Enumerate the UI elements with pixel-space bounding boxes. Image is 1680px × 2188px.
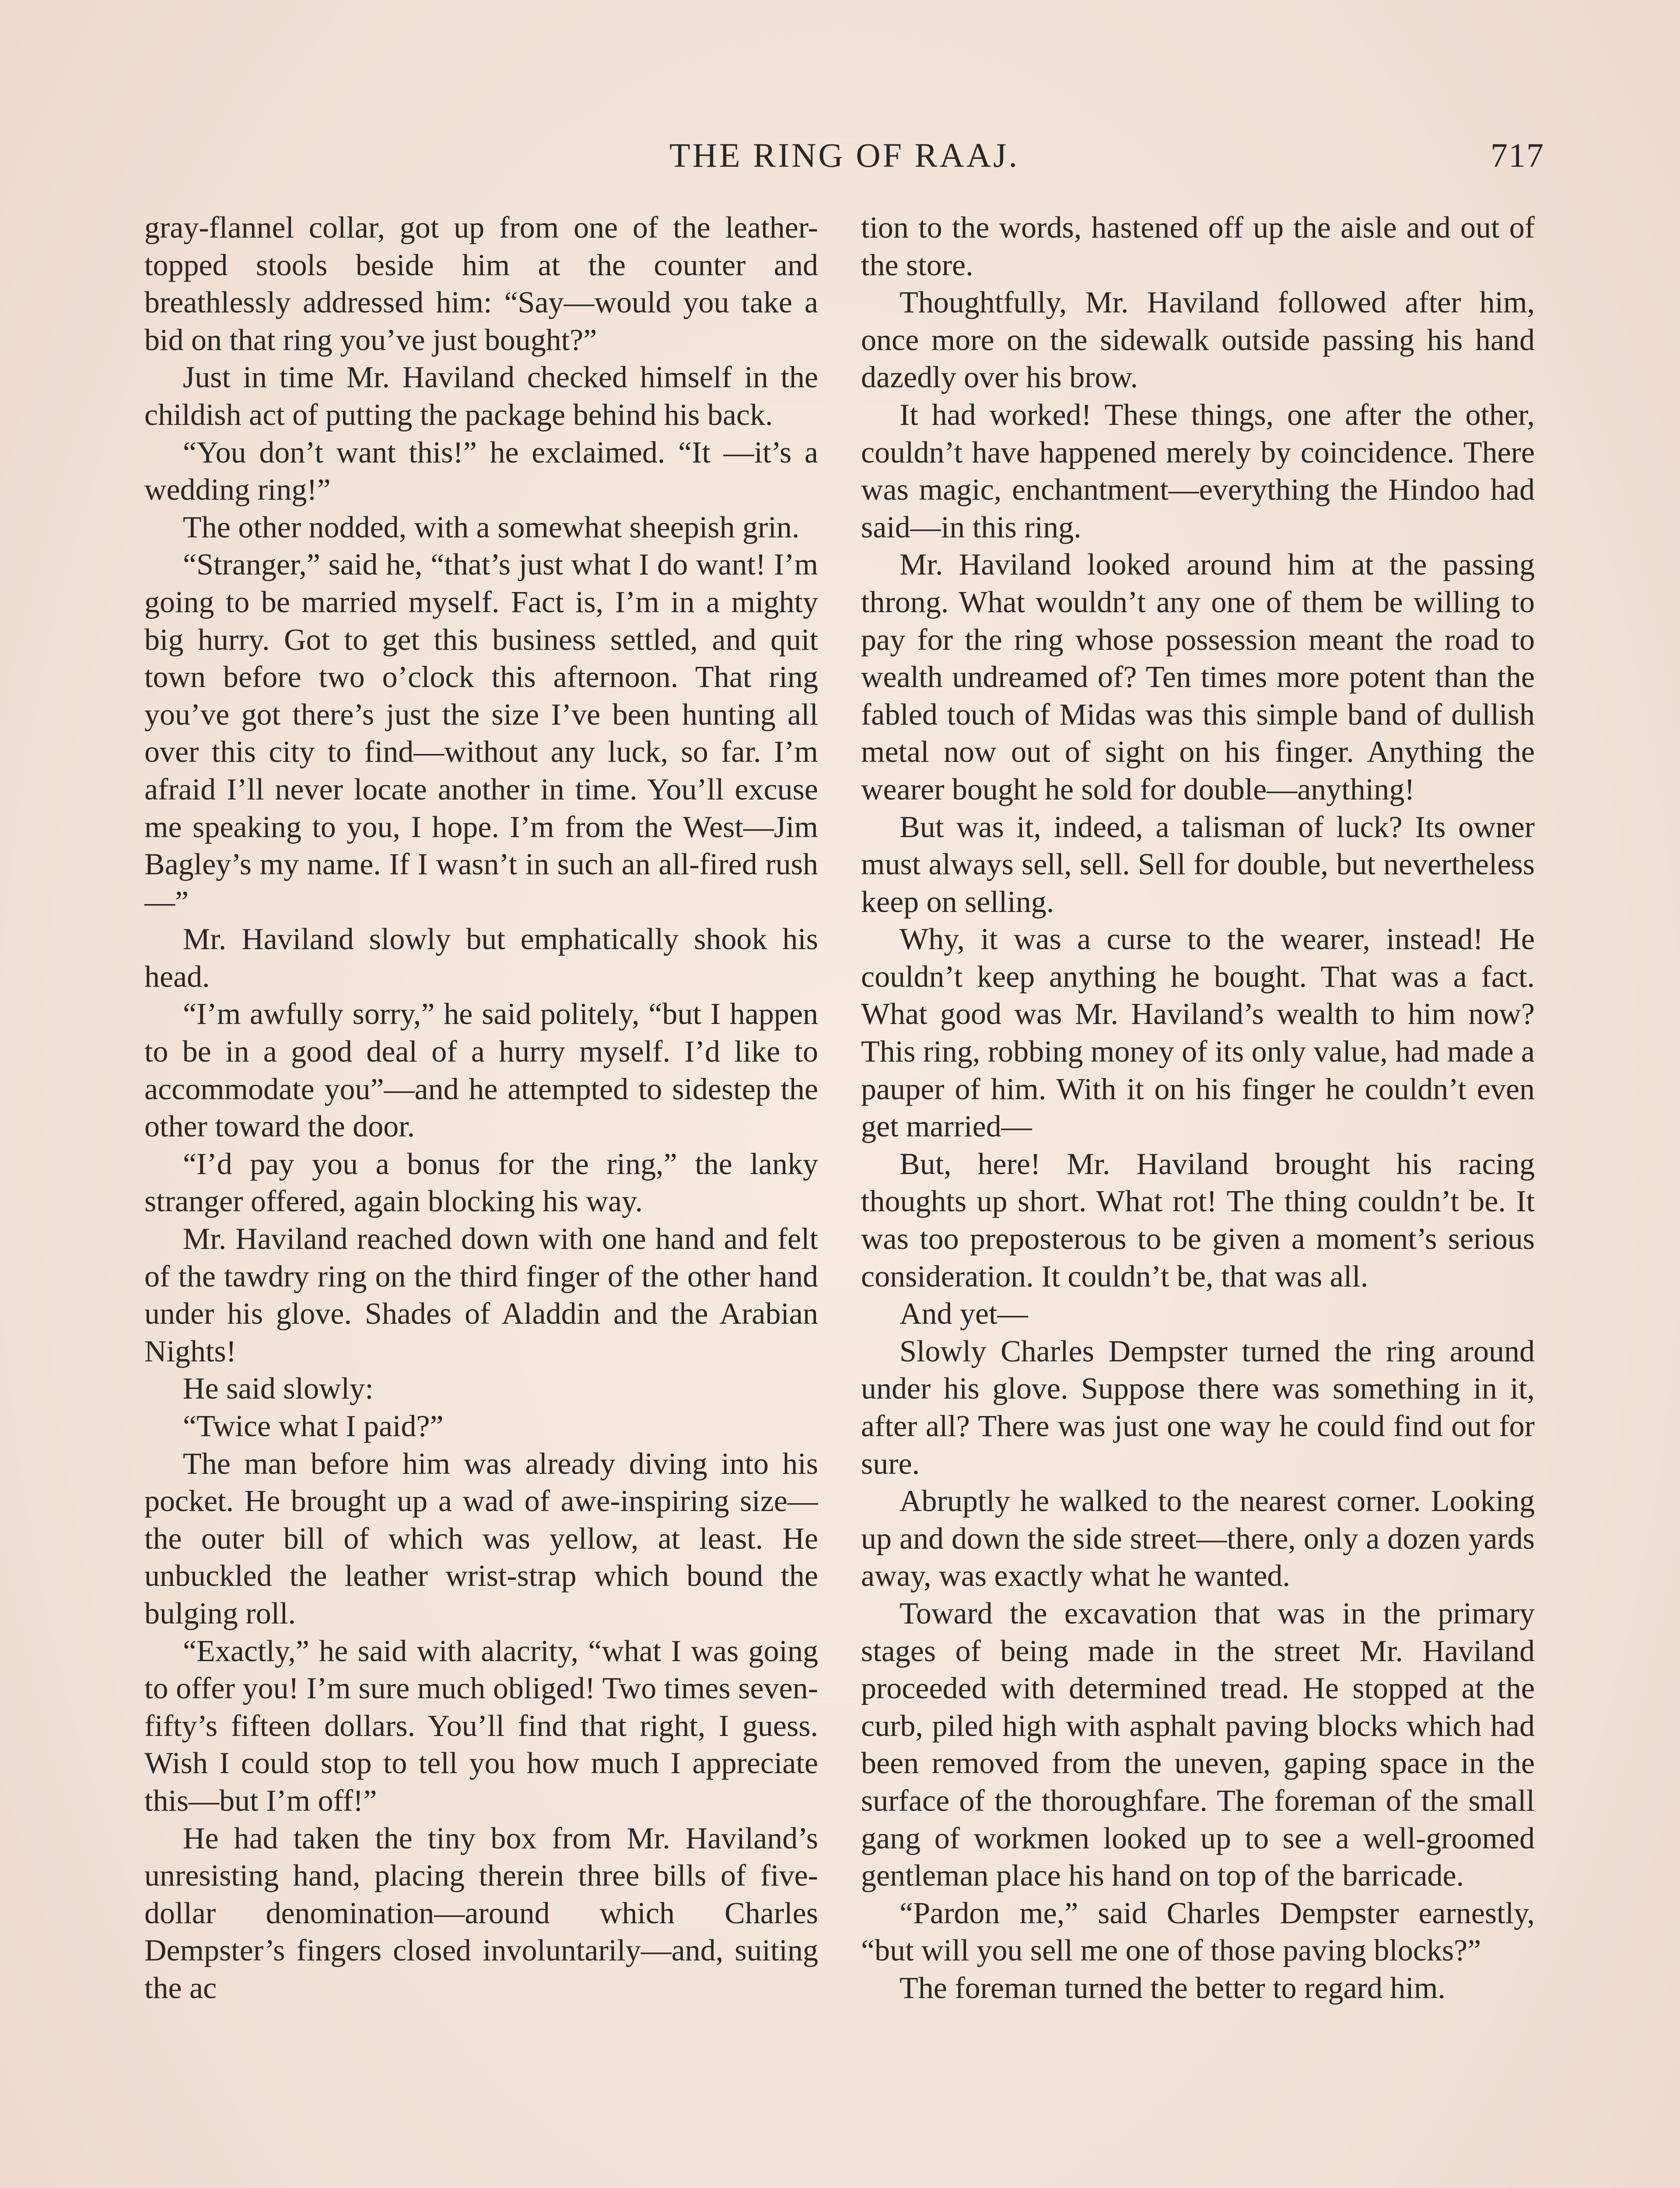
text-column-left [144, 209, 818, 2188]
paragraph: tion to the words, hastened off up the aisle and out of the store. [861, 211, 1535, 282]
paragraph: Slowly Charles Dempster turned the ring around under his glove. Suppose there was something in it, after all? There was just one way he could find out for sure. [861, 1334, 1535, 1481]
paragraph: “Exactly,” he said with alacrity, “what I was going to offer you! I’m sure much obliged! Two times seven-fifty’s fifteen dollars. You’ll find that right, I guess. Wish I could stop to tell you how much I appreciate this—but I’m off!” [144, 1634, 818, 1818]
paragraph: Mr. Haviland slowly but emphatically shook his head. [144, 922, 818, 994]
paragraph: Toward the excavation that was in the primary stages of being made in the street Mr. Haviland proceeded with determined tread. He stopped at the curb, piled high with asphalt paving blocks which had been removed from the uneven, gaping space in the surface of the thoroughfare. The foreman of the small gang of workmen looked up to see a well-groomed gentleman place his hand on top of the barricade. [861, 1596, 1535, 1893]
text-column-right [861, 209, 1535, 2188]
paragraph: “I’d pay you a bonus for the ring,” the lanky stranger offered, again blocking his way. [144, 1147, 818, 1219]
paragraph: The other nodded, with a somewhat sheepish grin. [183, 510, 800, 544]
paragraph: He said slowly: [183, 1372, 374, 1406]
paragraph: Why, it was a curse to the wearer, instead! He couldn’t keep anything he bought. That was a fact. What good was Mr. Haviland’s wealth to him now? This ring, robbing money of its only value, had made a pauper of him. With it on his finger he couldn’t even get married— [861, 922, 1535, 1144]
paragraph: But, here! Mr. Haviland brought his racing thoughts up short. What rot! The thing couldn’t be. It was too preposterous to be given a moment’s serious consideration. It couldn’t be, that was all. [861, 1147, 1535, 1294]
paragraph: It had worked! These things, one after the other, couldn’t have happened merely by coincidence. There was magic, enchantment—everything the Hindoo had said—in this ring. [861, 398, 1535, 544]
paragraph: Mr. Haviland looked around him at the passing throng. What wouldn’t any one of them be willing to pay for the ring whose possession meant the road to wealth undreamed of? Ten times more potent than the fabled touch of Midas was this simple band of dullish metal now out of sight on his finger. Anything the wearer bought he sold for double—anything! [861, 548, 1535, 806]
paragraph: “You don’t want this!” he exclaimed. “It —it’s a wedding ring!” [144, 435, 818, 507]
page-number: 717 [1491, 136, 1544, 174]
paragraph: gray-flannel collar, got up from one of the leather-topped stools beside him at the counter and breathlessly addressed him: “Say—would you take a bid on that ring you’ve just bought?” [144, 211, 818, 357]
paragraph: Thoughtfully, Mr. Haviland followed after him, once more on the sidewalk outside passing his hand dazedly over his brow. [861, 286, 1535, 395]
paragraph: Abruptly he walked to the nearest corner. Looking up and down the side street—there, only a dozen yards away, was exactly what he wanted. [861, 1484, 1535, 1593]
paragraph: He had taken the tiny box from Mr. Haviland’s unresisting hand, placing therein three bills of five-dollar denomination—around which Charles Dempster’s fingers closed involuntarily—and, suiting the ac [144, 1821, 818, 2005]
paragraph: “Twice what I paid?” [183, 1410, 444, 1443]
running-title: THE RING OF RAAJ. [669, 136, 1020, 174]
paragraph: And yet— [900, 1297, 1028, 1331]
paragraph: The man before him was already diving into his pocket. He brought up a wad of awe-inspiring size—the outer bill of which was yellow, at least. He unbuckled the leather wrist-strap which bound the bulging roll. [144, 1447, 818, 1630]
paragraph: Just in time Mr. Haviland checked himself in the childish act of putting the package behind his back. [144, 361, 818, 432]
paragraph: But was it, indeed, a talisman of luck? Its owner must always sell, sell. Sell for double, but nevertheless keep on selling. [861, 810, 1535, 919]
paragraph: Mr. Haviland reached down with one hand and felt of the tawdry ring on the third finger of the other hand under his glove. Shades of Aladdin and the Arabian Nights! [144, 1222, 818, 1368]
paragraph: “Stranger,” said he, “that’s just what I do want! I’m going to be married myself. Fact is, I’m in a mighty big hurry. Got to get this business settled, and quit town before two o’clock this afternoon. That ring you’ve got there’s just the size I’ve been hunting all over this city to find—without any luck, so far. I’m afraid I’ll never locate another in time. You’ll excuse me speaking to you, I hope. I’m from the West—Jim Bagley’s my name. If I wasn’t in such an all-fired rush—” [144, 548, 818, 919]
paragraph: The foreman turned the better to regard him. [900, 1971, 1446, 2005]
page-header [144, 131, 1544, 179]
paragraph: “I’m awfully sorry,” he said politely, “but I happen to be in a good deal of a hurry myself. I’d like to accommodate you”—and he attempted to sidestep the other toward the door. [144, 997, 818, 1144]
paragraph: “Pardon me,” said Charles Dempster earnestly, “but will you sell me one of those paving blocks?” [861, 1896, 1535, 1968]
